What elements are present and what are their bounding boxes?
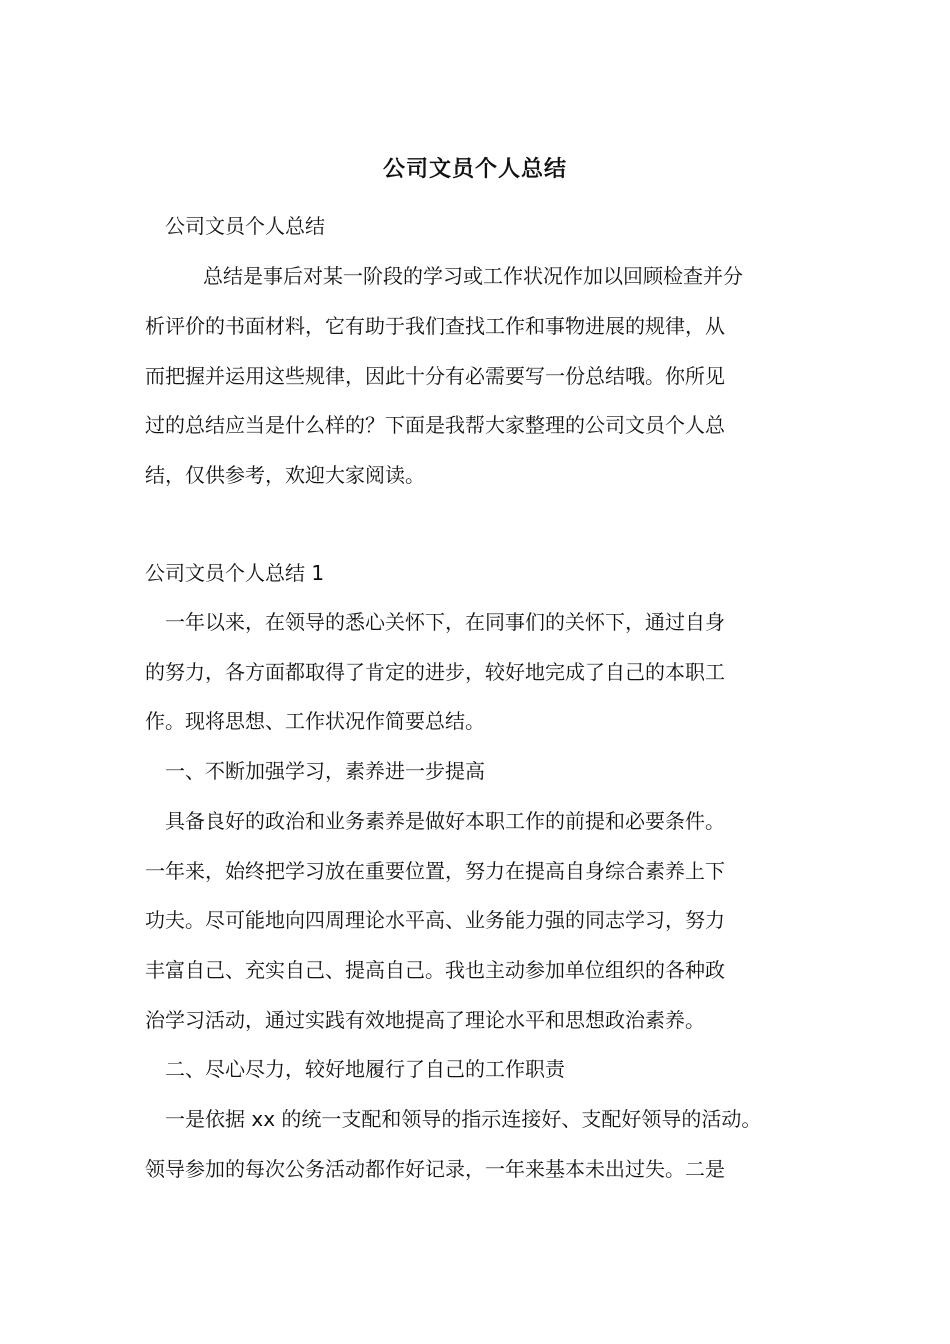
section-heading: 公司文员个人总结 1: [145, 561, 325, 585]
body-line: 具备良好的政治和业务素养是做好本职工作的前提和必要条件。: [165, 809, 725, 833]
subheading-1: 一、不断加强学习，素养进一步提高: [165, 759, 485, 783]
document-subtitle: 公司文员个人总结: [165, 214, 325, 238]
document-title: 公司文员个人总结: [382, 157, 567, 182]
body-line: 的努力，各方面都取得了肯定的进步，较好地完成了自己的本职工: [145, 660, 725, 684]
body-line: 一是依据 xx 的统一支配和领导的指示连接好、支配好领导的活动。: [165, 1107, 762, 1131]
subheading-2: 二、尽心尽力，较好地履行了自己的工作职责: [165, 1057, 565, 1081]
intro-line: 过的总结应当是什么样的？下面是我帮大家整理的公司文员个人总: [145, 413, 725, 437]
body-line: 一年来，始终把学习放在重要位置，努力在提高自身综合素养上下: [145, 859, 725, 883]
intro-line: 结，仅供参考，欢迎大家阅读。: [145, 463, 425, 487]
intro-line: 析评价的书面材料，它有助于我们查找工作和事物进展的规律，从: [145, 314, 725, 338]
body-line: 丰富自己、充实自己、提高自己。我也主动参加单位组织的各种政: [145, 958, 725, 982]
intro-line: 而把握并运用这些规律，因此十分有必需要写一份总结哦。你所见: [145, 364, 725, 388]
body-line: 功夫。尽可能地向四周理论水平高、业务能力强的同志学习，努力: [145, 908, 725, 932]
body-line: 领导参加的每次公务活动都作好记录，一年来基本未出过失。二是: [145, 1157, 725, 1181]
body-line: 作。现将思想、工作状况作简要总结。: [145, 709, 485, 733]
body-line: 治学习活动，通过实践有效地提高了理论水平和思想政治素养。: [145, 1008, 705, 1032]
body-line: 一年以来，在领导的悉心关怀下，在同事们的关怀下，通过自身: [165, 610, 725, 634]
intro-line: 总结是事后对某一阶段的学习或工作状况作加以回顾检查并分: [203, 264, 743, 288]
